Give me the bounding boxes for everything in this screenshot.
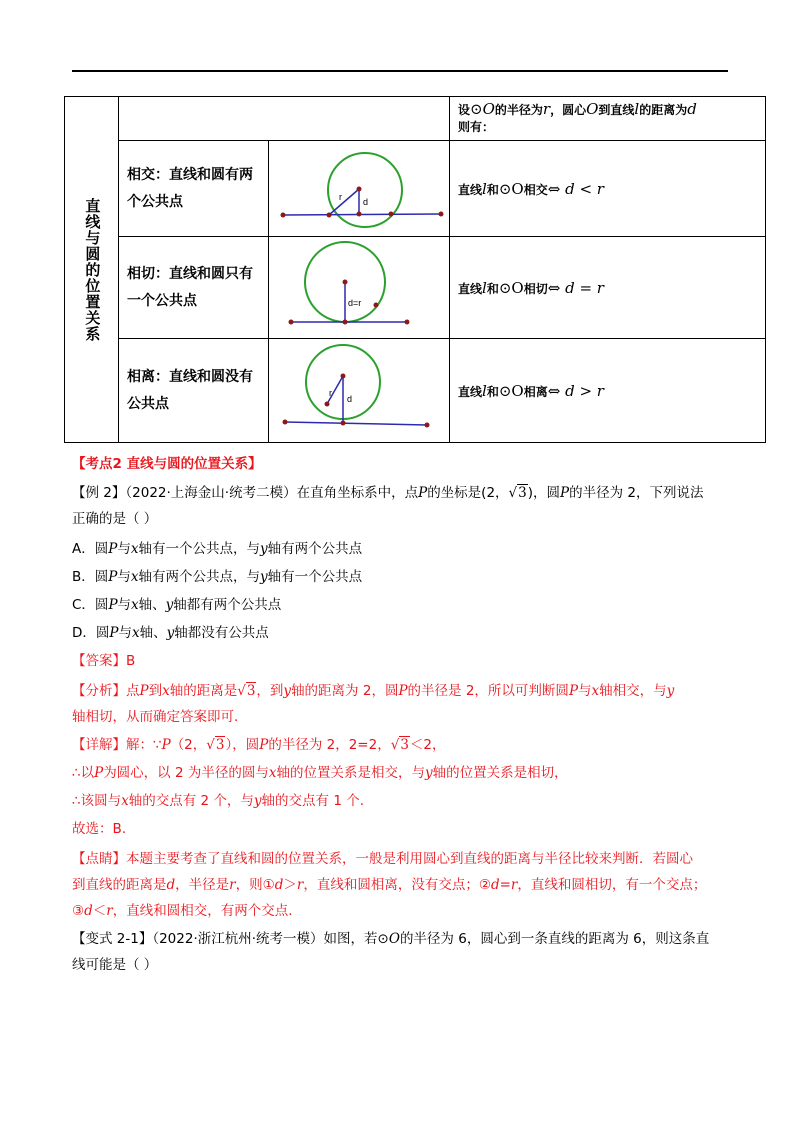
desc-line: 相切：直线和圆只有 [127, 265, 253, 282]
tangent-point [343, 319, 348, 324]
header-text: ，圆心 [550, 103, 587, 117]
foot-point [357, 211, 362, 216]
variant-line-1: 【变式 2-1】（2022·浙江杭州·统考一模）如图，若⊙O的半径为 6，圆心到一条直线的距离为 6，则这条直 [72, 931, 710, 947]
kaodian-heading: 【考点2 直线与圆的位置关系】 [72, 456, 262, 472]
desc-cell-separate [119, 339, 269, 443]
label-d-equals-r: d=r [348, 297, 362, 308]
header-blank-cell [119, 97, 450, 141]
sqrt-expr: √3 [508, 485, 527, 501]
analysis-line-2: 轴相切，从而确定答案即可. [72, 709, 239, 725]
option-d[interactable]: D．圆P与x轴、y轴都没有公共点 [72, 625, 269, 641]
side-label-cell [65, 97, 119, 443]
rel-and: 和 [486, 281, 499, 296]
answer-tag: 【答案】 [72, 653, 126, 669]
line-endpoint [439, 211, 444, 216]
header-text: 则有： [458, 120, 495, 134]
center-point [357, 186, 362, 191]
radius-line [329, 189, 359, 215]
rel-prefix: 直线 [458, 384, 483, 399]
straight-line [285, 422, 427, 425]
desc-line: 个公共点 [127, 193, 183, 210]
line-endpoint [289, 319, 294, 324]
example-text: 的半径为 2，下列说法 [569, 485, 704, 501]
foot-point [341, 420, 346, 425]
line-endpoint [425, 422, 430, 427]
example-line-1 [72, 481, 704, 501]
detail-line-2: ∴以P为圆心，以 2 为半径的圆与x轴的位置关系是相交，与y轴的位置关系是相切， [72, 765, 568, 781]
radicand: 3 [518, 485, 527, 501]
desc-line: 公共点 [127, 395, 169, 412]
option-a[interactable]: A．圆P与x轴有一个公共点，与y轴有两个公共点 [72, 541, 363, 557]
header-cell [450, 97, 766, 141]
circle-symbol: ⊙O [470, 100, 495, 118]
desc-line: 相交：直线和圆有两 [127, 166, 253, 183]
relation-table [64, 96, 766, 443]
circle-symbol: ⊙O [498, 179, 524, 198]
detail-line-3: ∴该圆与x轴的交点有 2 个，与y轴的交点有 1 个. [72, 793, 364, 809]
rel-formula: ⇔ d > r [547, 381, 604, 400]
remark-line-2: 到直线的距离是d，半径是r，则①d＞r，直线和圆相离，没有交点；②d=r，直线和圆相切，有一个交点； [72, 877, 707, 893]
math-l: l [482, 179, 487, 198]
relation-separate [450, 339, 766, 443]
math-l: l [634, 100, 640, 118]
rel-and: 和 [486, 182, 499, 197]
desc-line: 一个公共点 [127, 292, 197, 309]
side-label: 直线与圆的位置关系 [83, 197, 102, 342]
label-d: d [363, 196, 369, 207]
center-point [343, 279, 348, 284]
example-text: （2022·上海金山·统考二模）在直角坐标系中，点 [125, 485, 419, 501]
intersection-point [327, 212, 332, 217]
line-endpoint [405, 319, 410, 324]
option-b[interactable]: B．圆P与x轴有两个公共点，与y轴有一个公共点 [72, 569, 363, 585]
example-text: 的坐标是(2， [427, 485, 509, 501]
example-tag: 【例 2】 [72, 485, 126, 501]
rel-word: 相交 [523, 182, 548, 197]
detail-line-1: 【详解】解：∵P（2，√3），圆P的半径为 2，2=2，√3＜2， [72, 737, 446, 753]
answer-line [72, 649, 135, 669]
figure-tangent [269, 237, 450, 339]
figure-intersect [269, 141, 450, 237]
tangent-diagram [269, 238, 449, 338]
straight-line [283, 214, 441, 215]
rel-formula: ⇔ d = r [547, 278, 604, 297]
rel-and: 和 [486, 384, 499, 399]
circle-symbol: ⊙O [498, 278, 524, 297]
answer-value: B [126, 653, 136, 669]
rel-formula: ⇔ d < r [547, 179, 604, 198]
example-text: )，圆 [527, 485, 561, 501]
intersection-point [389, 211, 394, 216]
header-rule [72, 70, 728, 72]
desc-cell-intersect [119, 141, 269, 237]
math-p: P [560, 485, 570, 501]
variant-line-2: 线可能是（ ） [72, 957, 158, 973]
label-r: r [339, 191, 342, 202]
line-endpoint [281, 212, 286, 217]
math-r: r [542, 100, 551, 118]
line-endpoint [283, 419, 288, 424]
label-d: d [347, 393, 353, 404]
rel-word: 相切 [523, 281, 548, 296]
circle-point [374, 302, 379, 307]
header-text: 的距离为 [639, 103, 688, 117]
label-r: r [329, 387, 332, 398]
math-l: l [482, 278, 487, 297]
rel-prefix: 直线 [458, 281, 483, 296]
desc-line: 相离：直线和圆没有 [127, 368, 253, 385]
header-text: 到直线 [598, 103, 635, 117]
separate-diagram [269, 340, 449, 442]
math-p: P [418, 485, 428, 501]
relation-intersect [450, 141, 766, 237]
circle-symbol: ⊙O [498, 381, 524, 400]
rel-prefix: 直线 [458, 182, 483, 197]
choose-line: 故选：B. [72, 821, 127, 837]
desc-cell-tangent [119, 237, 269, 339]
option-c[interactable]: C．圆P与x轴、y轴都有两个公共点 [72, 597, 282, 613]
analysis-line-1: 【分析】点P到x轴的距离是√3，到y轴的距离为 2，圆P的半径是 2，所以可判断圆P与x轴相交，与y [72, 683, 675, 699]
header-text: 设 [458, 103, 471, 117]
remark-line-1: 【点睛】本题主要考查了直线和圆的位置关系，一般是利用圆心到直线的距离与半径比较来判断．若圆心 [72, 851, 693, 867]
rel-word: 相离 [523, 384, 548, 399]
math-l: l [482, 381, 487, 400]
relation-tangent [450, 237, 766, 339]
intersect-diagram [269, 142, 449, 236]
math-d: d [687, 100, 697, 118]
header-text: 的半径为 [494, 103, 543, 117]
math-o: O [586, 100, 599, 118]
figure-separate [269, 339, 450, 443]
example-line-2: 正确的是（ ） [72, 511, 158, 527]
remark-line-3: ③d＜r，直线和圆相交，有两个交点. [72, 903, 293, 919]
circle-point [325, 401, 330, 406]
center-point [341, 373, 346, 378]
